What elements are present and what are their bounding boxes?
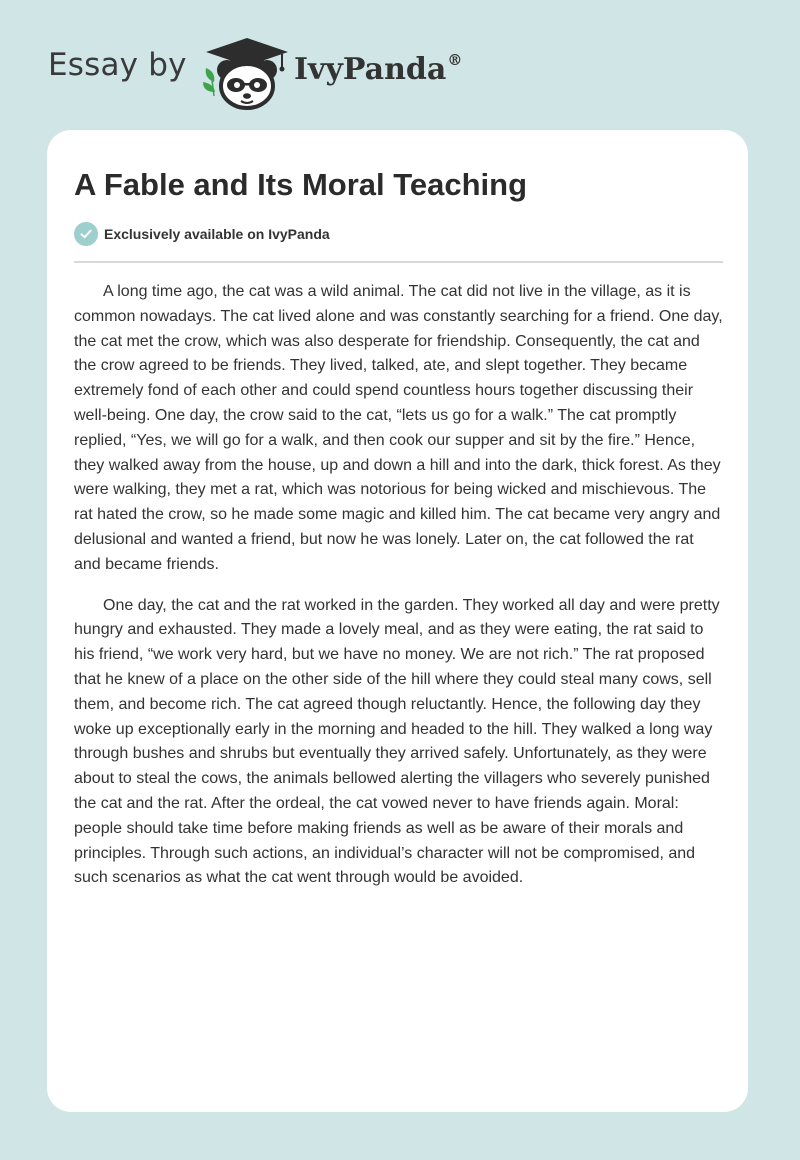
registered-mark: ® bbox=[447, 51, 463, 69]
essay-by-label: Essay by bbox=[48, 47, 187, 83]
paragraph: A long time ago, the cat was a wild animal. The cat did not live in the village, as it is common nowadays. The cat lived alone and was constantly searching for a friend. One day, the cat met the crow, which was also desperate for friendship. Consequently, the cat and the crow agreed to be friends. They lived, talked, ate, and slept together. They became extremely fond of each other and could spend countless hours together discussing their well-being. One day, the crow said to the cat, “lets us go for a walk.” The cat promptly replied, “Yes, we will go for a walk, and then cook our supper and sit by the fire.” Hence, they walked away from the house, up and down a hill and into the dark, thick forest. As they were walking, they met a rat, which was notorious for being wicked and mischievous. The rat hated the crow, so he made some magic and killed him. The cat became very angry and delusional and wanted a friend, but now he was lonely. Later on, the cat followed the rat and became friends. bbox=[74, 283, 723, 573]
checkmark-circle-icon bbox=[74, 222, 98, 246]
site-header bbox=[0, 0, 800, 120]
panda-graduate-logo-icon[interactable] bbox=[202, 36, 292, 110]
page-title: A Fable and Its Moral Teaching bbox=[74, 167, 528, 202]
exclusive-badge bbox=[74, 222, 330, 246]
brand-logotype[interactable] bbox=[294, 51, 463, 87]
brand-name: IvyPanda bbox=[294, 52, 447, 87]
paragraph: One day, the cat and the rat worked in the garden. They worked all day and were pretty hungry and exhausted. They made a lovely meal, and as they were eating, the rat said to his friend, “we work very hard, but we have no money. We are not rich.” The rat proposed that he knew of a place on the other side of the hill where they could steal many cows, sell them, and become rich. The cat agreed though reluctantly. Hence, the following day they woke up exceptionally early in the morning and headed to the hill. They walked a long way through bushes and shrubs but eventually they arrived safely. Unfortunately, as they were about to steal the cows, the animals bellowed alerting the villagers who severely punished the cat and the rat. After the ordeal, the cat vowed never to have friends again. Moral: people should take time before making friends as well as be aware of their morals and principles. Through such actions, an individual’s character will not be compromised, and such scenarios as what the cat went through would be avoided. bbox=[74, 596, 720, 887]
badge-label: Exclusively available on IvyPanda bbox=[104, 226, 330, 242]
essay-card bbox=[47, 130, 748, 1112]
title-divider bbox=[74, 261, 723, 263]
essay-body bbox=[74, 280, 724, 907]
